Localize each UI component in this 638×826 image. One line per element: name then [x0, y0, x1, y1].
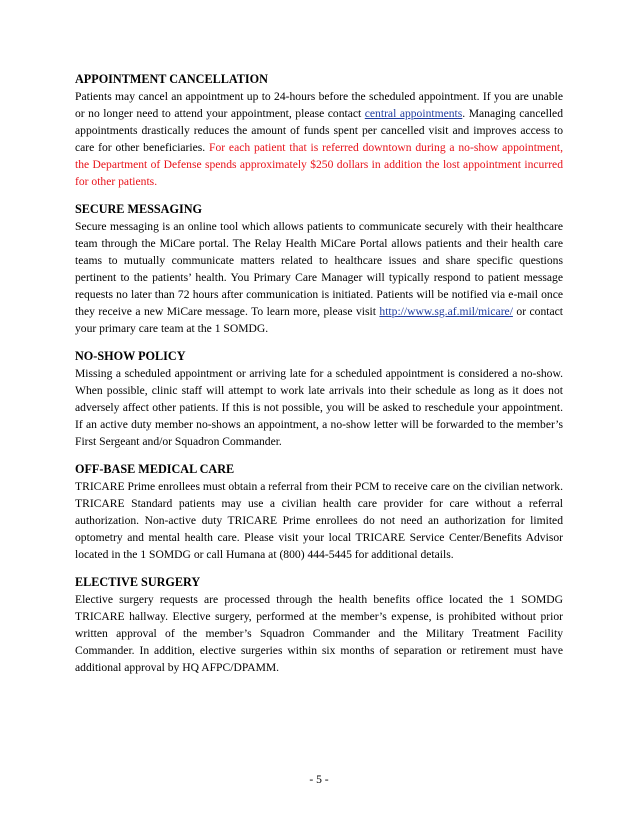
- heading-elective-surgery: ELECTIVE SURGERY: [75, 575, 201, 589]
- section-elective-surgery: [75, 574, 563, 676]
- section-secure-messaging: [75, 201, 563, 337]
- heading-secure-messaging: SECURE MESSAGING: [75, 202, 202, 216]
- section-appointment-cancellation: [75, 71, 563, 190]
- paragraph-elective-surgery: Elective surgery requests are processed through the health benefits office located the 1 SOMDG TRICARE hallway. Elective surgery, performed at the member’s expense, is prohibited without prior written approval of the member’s Squadron Commander and the Military Treatment Facility Commander. In addition, elective surgeries within six months of separation or retirement must have additional approval by HQ AFPC/DPAMM.: [75, 593, 563, 674]
- paragraph-appointment-cancellation: [75, 88, 563, 190]
- section-off-base-medical-care: [75, 461, 563, 563]
- micare-website-link[interactable]: http://www.sg.af.mil/micare/: [379, 305, 513, 318]
- page-number: - 5 -: [309, 773, 329, 786]
- text-segment: . Managing cancelled appointments drastically reduces the amount of funds spent per cancelled visit and improves access to care for other beneficiaries.: [75, 107, 563, 154]
- text-segment: or contact your primary care team at the 1 SOMDG.: [75, 305, 564, 335]
- heading-appointment-cancellation: APPOINTMENT CANCELLATION: [75, 72, 268, 86]
- text-segment: Secure messaging is an online tool which allows patients to communicate securely with their healthcare team through the MiCare portal. The Relay Health MiCare Portal allows patients and their health care teams to mutually communicate matters related to healthcare issues and share specific questions pertinent to the patients’ health. You Primary Care Manager will typically respond to patient message requests no later than 72 hours after communication is initiated. Patients will be notified via e-mail once they receive a new MiCare message. To learn more, please visit: [75, 220, 563, 318]
- text-segment: Patients may cancel an appointment up to 24-hours before the scheduled appointment. If you are unable or no longer need to attend your appointment, please contact: [75, 90, 563, 120]
- paragraph-secure-messaging: [75, 218, 563, 337]
- highlighted-warning-text: For each patient that is referred downtown during a no-show appointment, the Department of Defense spends approximately $250 dollars in addition the lost appointment incurred for other patients.: [75, 141, 563, 188]
- heading-no-show-policy: NO-SHOW POLICY: [75, 349, 186, 363]
- central-appointments-link[interactable]: central appointments: [364, 107, 463, 120]
- paragraph-off-base-medical-care: TRICARE Prime enrollees must obtain a referral from their PCM to receive care on the civilian network. TRICARE Standard patients may use a civilian health care provider for care without a referral authorization. Non-active duty TRICARE Prime enrollees do not need an authorization for limited optometry and mental health care. Please visit your local TRICARE Service Center/Benefits Advisor located in the 1 SOMDG or call Humana at (800) 444-5445 for additional details.: [75, 480, 563, 561]
- paragraph-no-show-policy: Missing a scheduled appointment or arriving late for a scheduled appointment is considered a no-show. When possible, clinic staff will attempt to work late arrivals into their schedule as long as it does not adversely affect other patients. If this is not possible, you will be asked to reschedule your appointment. If an active duty member no-shows an appointment, a no-show letter will be forwarded to the member’s First Sergeant and/or Squadron Commander.: [75, 367, 563, 448]
- heading-off-base-medical-care: OFF-BASE MEDICAL CARE: [75, 462, 235, 476]
- section-no-show-policy: [75, 348, 563, 450]
- document-page: [75, 71, 563, 687]
